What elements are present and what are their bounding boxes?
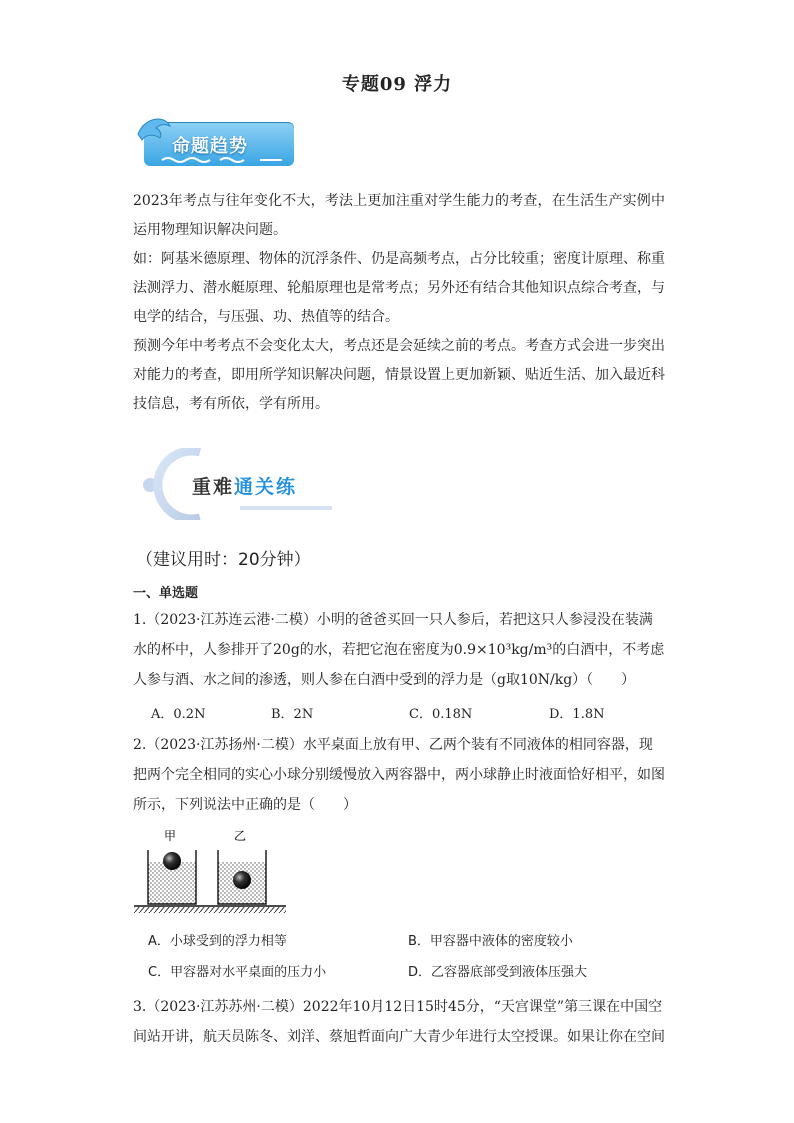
q1-option-b: B．2N xyxy=(271,707,314,722)
q1-option-a: A．0.2N xyxy=(151,707,206,722)
suggested-time: （建议用时：20分钟） xyxy=(136,550,311,570)
practice-banner-label xyxy=(192,472,297,499)
q2-containers-figure xyxy=(130,822,290,914)
practice-banner-label-dark: 重难 xyxy=(192,476,235,498)
table-hatch xyxy=(134,907,286,913)
q2-option-d: D．乙容器底部受到液体压强大 xyxy=(408,965,588,980)
intro-paragraph-2: 如：阿基米德原理、物体的沉浮条件、仍是高频考点，占分比较重；密度计原理、称重法测浮力、潜水艇原理、轮船原理也是常考点；另外还有结合其他知识点综合考查，与电学的结合，与压强、功、热值等的结合。 xyxy=(133,251,665,325)
q2-option-c: C．甲容器对水平桌面的压力小 xyxy=(148,965,327,980)
practice-banner-label-blue: 通关练 xyxy=(234,476,298,498)
question-3: 3.（2023·江苏苏州·二模）2022年10月12日15时45分，“天宫课堂”第三课在中国空间站开讲，航天员陈冬、刘洋、蔡旭哲面向广大青少年进行太空授课。如果让你在空间 xyxy=(133,999,665,1045)
section-heading: 一、单选题 xyxy=(133,586,199,601)
label-container-jia: 甲 xyxy=(164,829,177,843)
q1-option-c: C．0.18N xyxy=(409,707,473,722)
q2-option-a: A．小球受到的浮力相等 xyxy=(148,934,287,949)
q2-option-b: B．甲容器中液体的密度较小 xyxy=(408,934,573,949)
question-1: 1.（2023·江苏连云港·二模）小明的爸爸买回一只人参后，若把这只人参浸没在装满水的杯中，人参排开了20g的水，若把它泡在密度为0.9×10³kg/m³的白酒中，不考虑人参与酒、水之间的渗透，则人参在白酒中受到的浮力是（g取10N/kg）（ ） xyxy=(133,612,665,688)
label-container-yi: 乙 xyxy=(234,829,247,843)
trend-banner xyxy=(134,112,298,172)
ball-yi xyxy=(233,871,251,889)
ball-jia xyxy=(163,852,181,870)
question-2: 2.（2023·江苏扬州·二模）水平桌面上放有甲、乙两个装有不同液体的相同容器，现把两个完全相同的实心小球分别缓慢放入两容器中，两小球静止时液面恰好相平，如图所示，下列说法中正确的是（ ） xyxy=(133,737,665,813)
intro-paragraph-1: 2023年考点与往年变化不大，考法上更加注重对学生能力的考查，在生活生产实例中运用物理知识解决问题。 xyxy=(133,193,665,238)
intro-paragraph-3: 预测今年中考考点不会变化太大，考点还是会延续之前的考点。考查方式会进一步突出对能力的考查，即用所学知识解决问题，情景设置上更加新颖、贴近生活、加入最近科技信息，考有所依，学有所用。 xyxy=(133,338,665,412)
practice-banner xyxy=(140,448,340,520)
page-title: 专题09 浮力 xyxy=(341,74,453,95)
q1-option-d: D．1.8N xyxy=(549,707,605,722)
trend-banner-label: 命题趋势 xyxy=(172,136,248,157)
